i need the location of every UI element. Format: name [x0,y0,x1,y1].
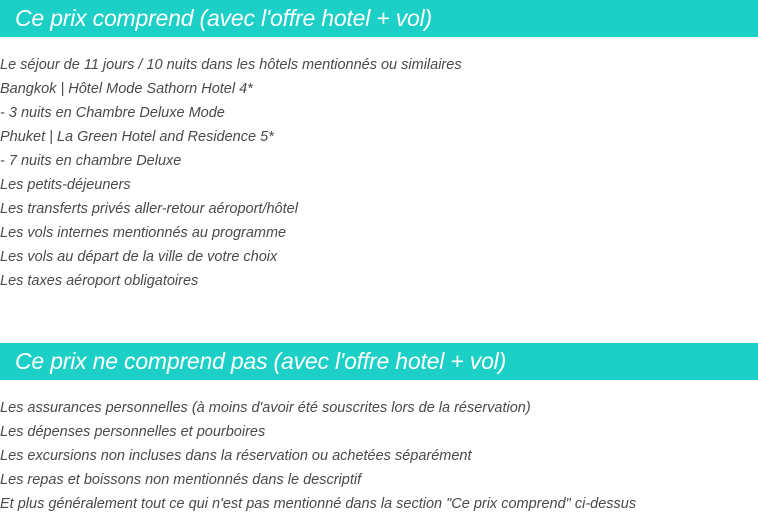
included-section-title: Ce prix comprend (avec l'offre hotel + vol) [15,5,433,31]
excluded-item: Les assurances personnelles (à moins d'avoir été souscrites lors de la réservation) [0,400,531,416]
excluded-item: Les repas et boissons non mentionnés dans le descriptif [0,472,362,488]
excluded-list [0,396,758,516]
included-item: Les petits-déjeuners [0,177,131,193]
included-item: Le séjour de 11 jours / 10 nuits dans les hôtels mentionnés ou similaires [0,57,462,73]
excluded-item: Et plus généralement tout ce qui n'est pas mentionné dans la section "Ce prix comprend" ci-dessus [0,496,637,512]
included-item: - 3 nuits en Chambre Deluxe Mode [0,105,225,121]
included-item: Bangkok | Hôtel Mode Sathorn Hotel 4* [0,81,253,97]
excluded-item: Les excursions non incluses dans la réservation ou achetées séparément [0,448,472,464]
excluded-section-header [0,343,758,380]
included-item: Phuket | La Green Hotel and Residence 5* [0,129,274,145]
excluded-section-title: Ce prix ne comprend pas (avec l'offre hotel + vol) [15,348,507,374]
included-item: Les vols au départ de la ville de votre choix [0,249,278,265]
included-list [0,53,758,293]
included-item: Les transferts privés aller-retour aéroport/hôtel [0,201,298,217]
included-item: Les vols internes mentionnés au programme [0,225,287,241]
included-item: Les taxes aéroport obligatoires [0,273,199,289]
included-section-header [0,0,758,37]
included-item: - 7 nuits en chambre Deluxe [0,153,182,169]
excluded-item: Les dépenses personnelles et pourboires [0,424,266,440]
